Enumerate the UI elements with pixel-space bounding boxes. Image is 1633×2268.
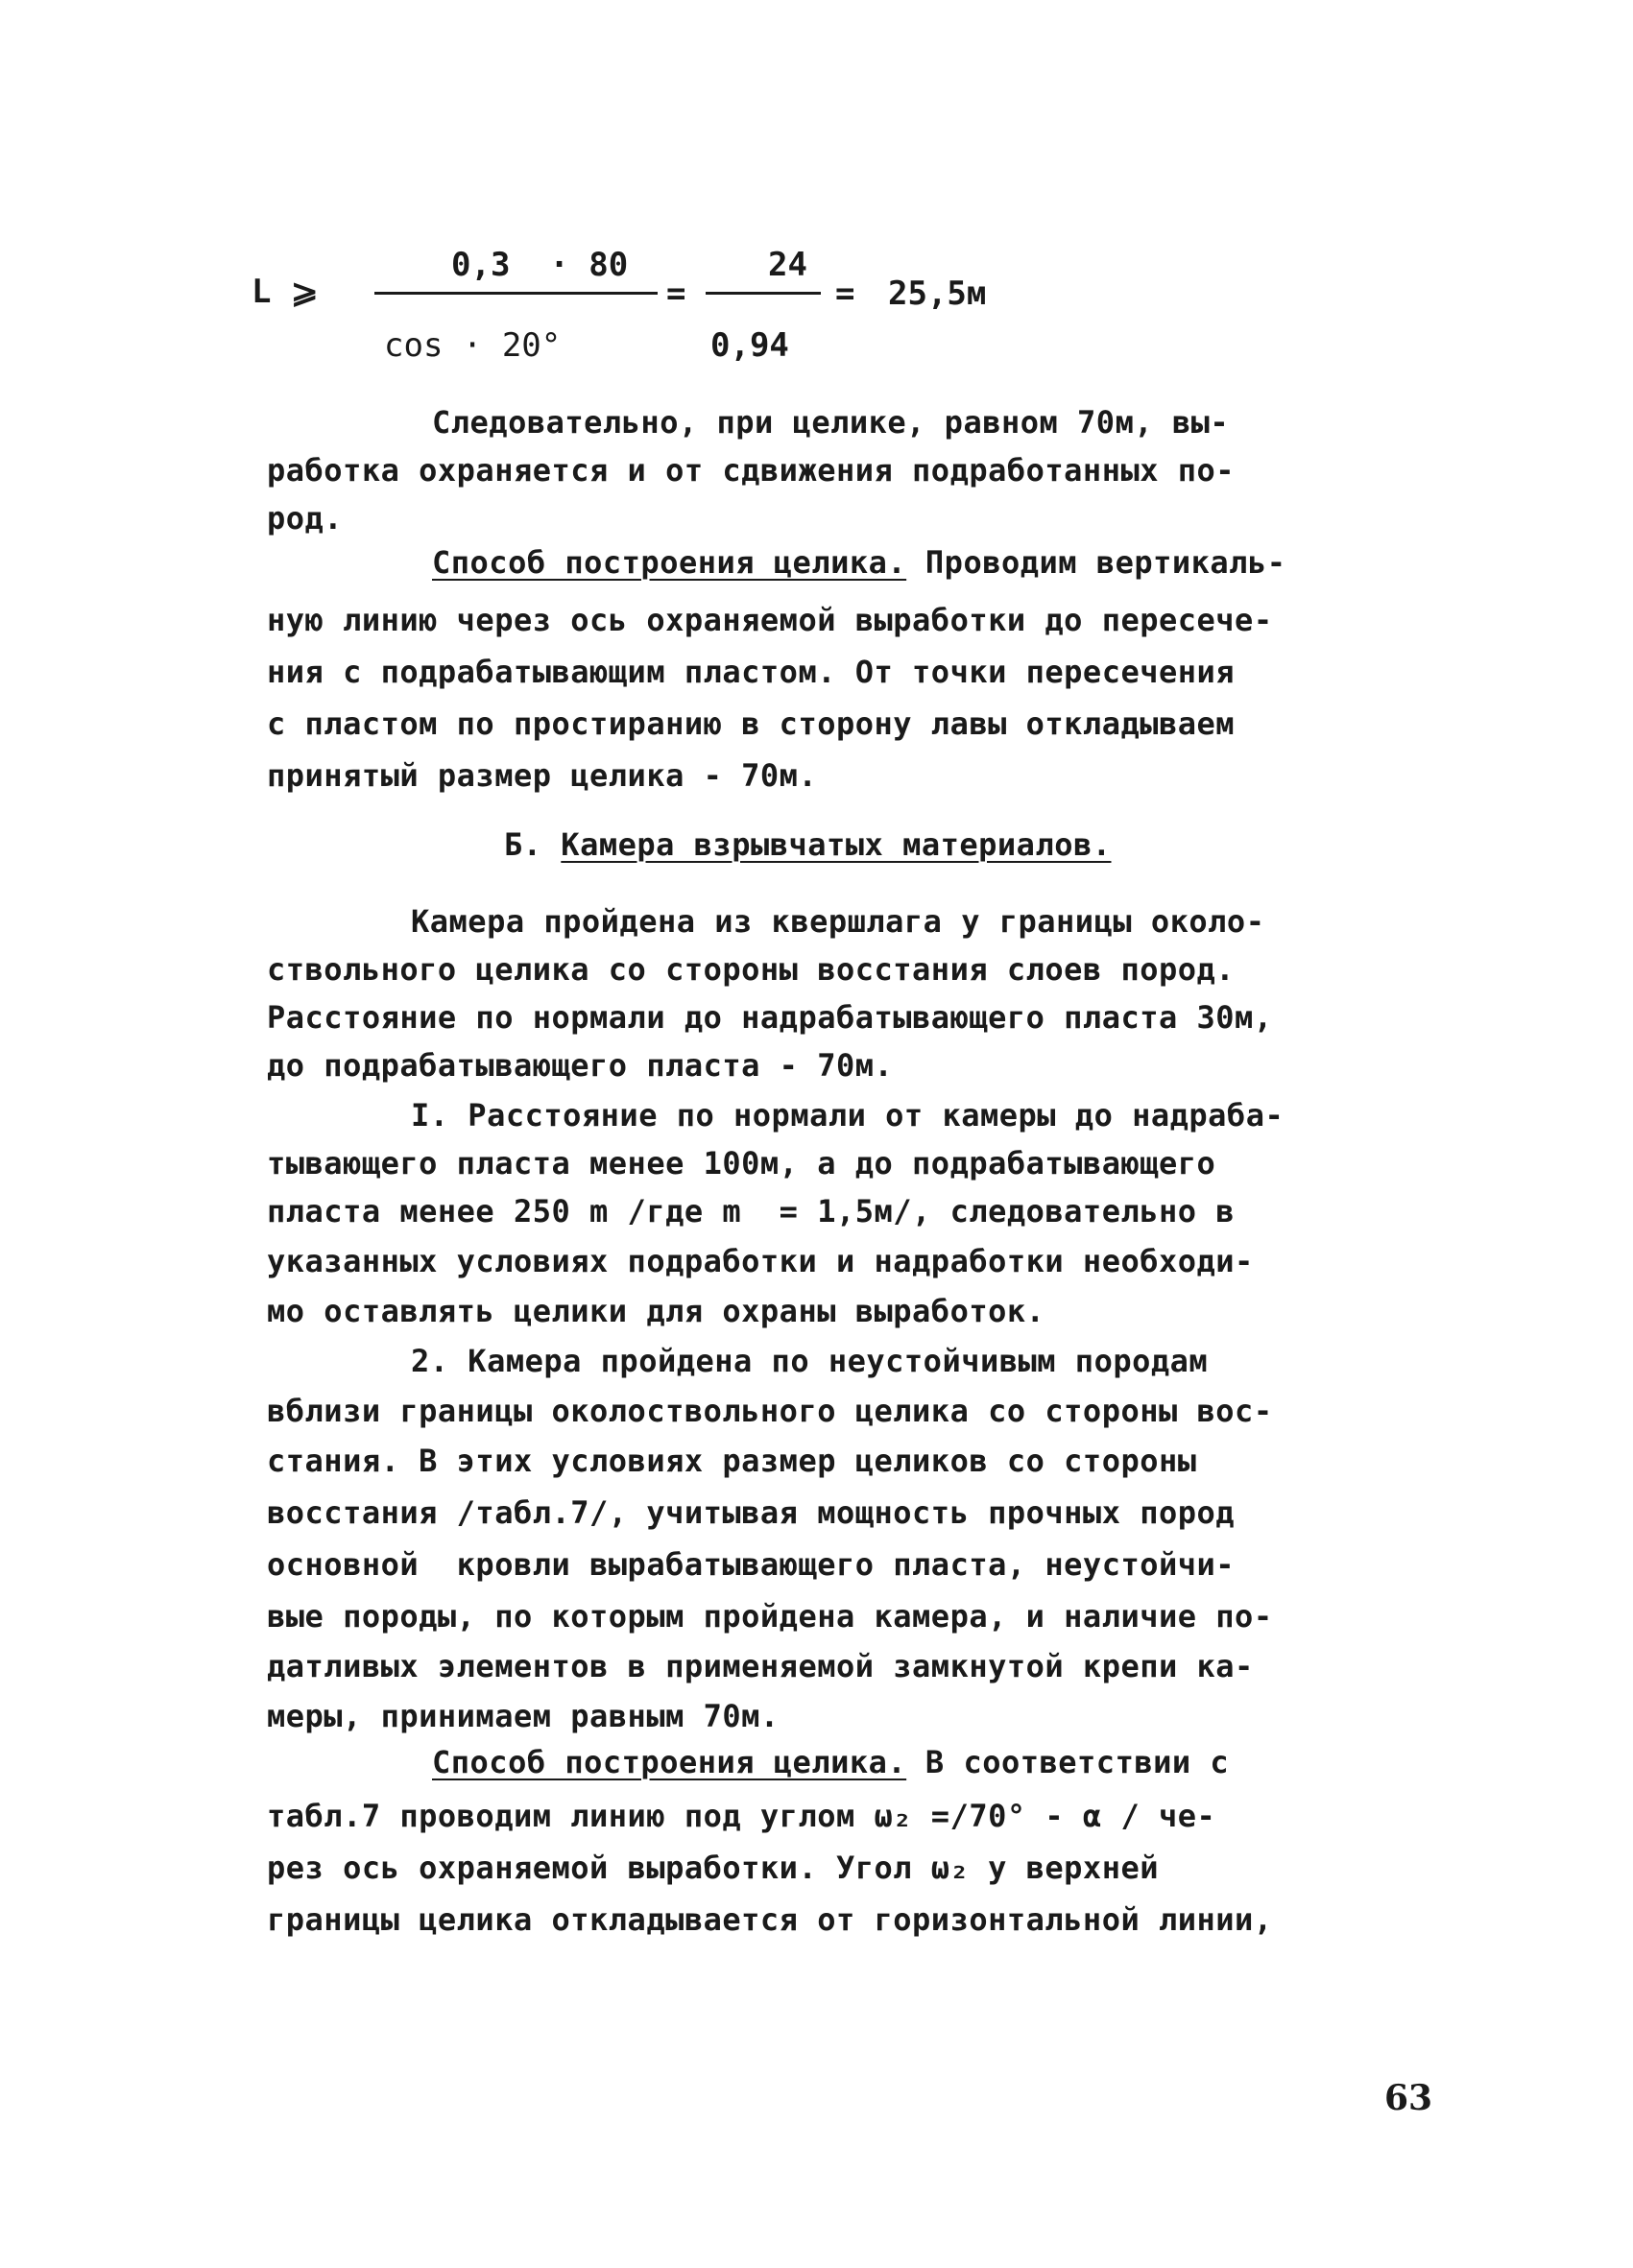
text-line: вблизи границы околоствольного целика со стороны вос- xyxy=(267,1393,1273,1429)
text-line: восстания /табл.7/, учитывая мощность прочных пород xyxy=(267,1494,1236,1531)
text-line: пласта менее 250 m /где m = 1,5м/, следовательно в xyxy=(267,1193,1236,1229)
text-line: Расстояние по нормали до надрабатывающего пласта 30м, xyxy=(267,999,1273,1036)
section-title: Б. Камера взрывчатых материалов. xyxy=(504,826,1112,863)
text-line: Следовательно, при целике, равном 70м, вы- xyxy=(432,404,1230,441)
text-line: род. xyxy=(267,500,344,537)
fraction-bar-2 xyxy=(706,292,821,295)
formula-lhs: L ⩾ xyxy=(252,273,319,311)
text-line: Способ построения целика. Проводим вертикаль- xyxy=(432,544,1286,581)
text-line: ния с подрабатывающим пластом. От точки пересечения xyxy=(267,654,1236,690)
text-line: ствольного целика со стороны восстания слоев пород. xyxy=(267,951,1236,988)
text-line: 2. Камера пройдена по неустойчивым породам xyxy=(411,1343,1209,1379)
text-line: принятый размер целика - 70м. xyxy=(267,757,818,794)
text-line: Способ построения целика. В соответствии с xyxy=(432,1744,1230,1780)
text-line: тывающего пласта менее 100м, а до подрабатывающего xyxy=(267,1145,1216,1182)
formula-result: 25,5м xyxy=(888,275,987,313)
formula-denominator-2: 0,94 xyxy=(710,326,789,365)
formula-numerator-1: 0,3 · 80 xyxy=(451,246,629,284)
text-line: основной кровли вырабатывающего пласта, неустойчи- xyxy=(267,1546,1236,1583)
text-line: I. Расстояние по нормали от камеры до надраба- xyxy=(411,1097,1285,1134)
text-line: мо оставлять целики для охраны выработок. xyxy=(267,1293,1045,1329)
text-line: до подрабатывающего пласта - 70м. xyxy=(267,1047,894,1084)
text-line: указанных условиях подработки и надработки необходи- xyxy=(267,1243,1254,1279)
text-line: датливых элементов в применяемой замкнутой крепи ка- xyxy=(267,1648,1254,1684)
section-heading-underlined: Способ построения целика. xyxy=(432,544,907,581)
text-line: границы целика откладывается от горизонтальной линии, xyxy=(267,1901,1273,1938)
text-line: ную линию через ось охраняемой выработки до пересече- xyxy=(267,602,1273,638)
text-line: работка охраняется и от сдвижения подработанных по- xyxy=(267,452,1236,489)
page-number: 63 xyxy=(1384,2078,1433,2118)
text-line: табл.7 проводим линию под углом ω₂ =/70° - α / че- xyxy=(267,1798,1216,1834)
formula-equals-2: = xyxy=(835,275,855,313)
section-heading-underlined: Способ построения целика. xyxy=(432,1744,907,1780)
text-line: меры, принимаем равным 70м. xyxy=(267,1698,780,1734)
formula-equals-1: = xyxy=(666,275,686,313)
text-line: стания. В этих условиях размер целиков со стороны xyxy=(267,1443,1197,1479)
text-line: рез ось охраняемой выработки. Угол ω₂ у верхней xyxy=(267,1850,1159,1886)
formula-numerator-2: 24 xyxy=(768,246,807,284)
fraction-bar-1 xyxy=(374,292,658,295)
text-line: Камера пройдена из квершлага у границы около- xyxy=(411,903,1265,940)
text-line: вые породы, по которым пройдена камера, и наличие по- xyxy=(267,1598,1273,1635)
formula-denominator-1: cos · 20° xyxy=(384,326,562,365)
text-line: с пластом по простиранию в сторону лавы откладываем xyxy=(267,705,1236,742)
